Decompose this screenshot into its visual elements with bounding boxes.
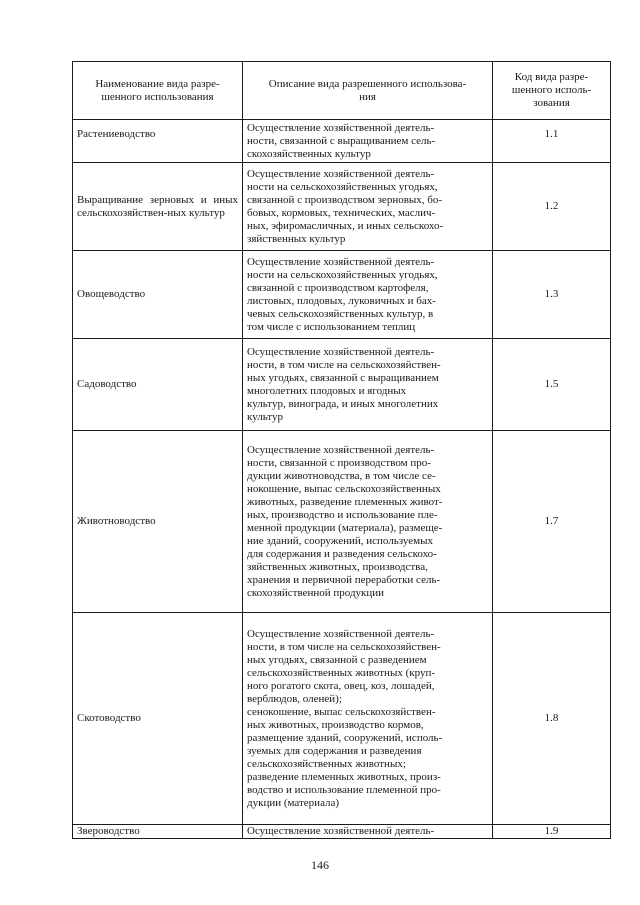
row-name: Звероводство bbox=[73, 825, 243, 839]
row-code: 1.2 bbox=[493, 163, 611, 251]
row-code: 1.3 bbox=[493, 251, 611, 339]
row-code: 1.7 bbox=[493, 431, 611, 613]
table-row bbox=[73, 613, 611, 825]
row-code: 1.1 bbox=[493, 120, 611, 163]
row-description: Осуществление хозяйственной деятель- bbox=[243, 825, 493, 839]
row-name: Садоводство bbox=[73, 339, 243, 431]
table-row bbox=[73, 431, 611, 613]
page-number: 146 bbox=[311, 858, 329, 872]
row-description: Осуществление хозяйственной деятель- ности, связанной с выращиванием сель- скохозяйственных культур bbox=[243, 120, 493, 163]
row-description: Осуществление хозяйственной деятель- ности, связанной с производством про- дукции животноводства, в том числе се- нокошение, выпас сельскохозяйственных животных, разведение племенных живот- ных, производство и использование пле- менной продукции (материала), размеще- ние зданий, сооружений, используемых для содержания и разведения сельскохо- зяйственных животных, производства, хранения и первичной переработки сель- скохозяйственной продукции bbox=[243, 431, 493, 613]
row-code: 1.8 bbox=[493, 613, 611, 825]
table-header-row bbox=[73, 62, 611, 120]
table-row bbox=[73, 163, 611, 251]
row-description: Осуществление хозяйственной деятель- ности, в том числе на сельскохозяйствен- ных угодьях, связанной с разведением сельскохозяйственных животных (круп- ного рогатого скота, овец, коз, лошадей, верблюдов, оленей); сенокошение, выпас сельскохозяйствен- ных животных, производство кормов, размещение зданий, сооружений, исполь- зуемых для содержания и разведения сельскохозяйственных животных; разведение племенных животных, произ- водство и использование племенной про- дукции (материала) bbox=[243, 613, 493, 825]
row-code: 1.9 bbox=[493, 825, 611, 839]
row-description: Осуществление хозяйственной деятель- ности на сельскохозяйственных угодьях, связанной с производством картофеля, листовых, плодовых, луковичных и бах- чевых сельскохозяйственных культур, в том числе с использованием теплиц bbox=[243, 251, 493, 339]
table-row bbox=[73, 120, 611, 163]
land-use-table bbox=[72, 61, 611, 839]
row-name: Животноводство bbox=[73, 431, 243, 613]
header-code: Код вида разре- шенного исполь- зования bbox=[493, 62, 611, 120]
table-row bbox=[73, 339, 611, 431]
header-name: Наименование вида разре- шенного использования bbox=[73, 62, 243, 120]
row-description: Осуществление хозяйственной деятель- ности на сельскохозяйственных угодьях, связанной с производством зерновых, бо- бовых, кормовых, технических, маслич- ных, эфиромасличных, и иных сельскохо- зяйственных культур bbox=[243, 163, 493, 251]
header-description: Описание вида разрешенного использова- ния bbox=[243, 62, 493, 120]
table-row bbox=[73, 825, 611, 839]
row-code: 1.5 bbox=[493, 339, 611, 431]
row-name: Выращивание зерновых и иных сельскохозяйствен-ных культур bbox=[73, 163, 243, 251]
row-description: Осуществление хозяйственной деятель- ности, в том числе на сельскохозяйствен- ных угодьях, связанной с выращиванием многолетних плодовых и ягодных культур, винограда, и иных многолетних культур bbox=[243, 339, 493, 431]
row-name: Растениеводство bbox=[73, 120, 243, 163]
row-name: Овощеводство bbox=[73, 251, 243, 339]
row-name: Скотоводство bbox=[73, 613, 243, 825]
table-row bbox=[73, 251, 611, 339]
